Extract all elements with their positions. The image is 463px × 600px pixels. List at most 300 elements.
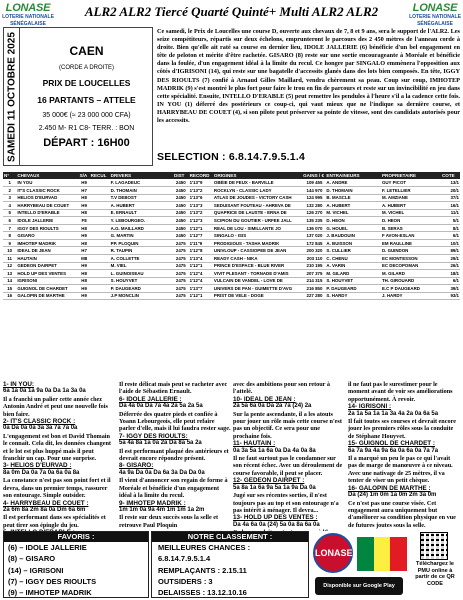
table-cell (90, 247, 110, 255)
table-cell: 13 (3, 270, 16, 278)
table-cell: 1'12"7 (189, 232, 213, 240)
table-cell: IMHOTEP MADRIK (16, 239, 78, 247)
horse-heading: 15- GUIGNOL DE CHARDET : (348, 440, 435, 448)
table-cell: J.P MONCLIN (110, 292, 173, 300)
table-cell: 2475 (173, 270, 189, 278)
race-city: CAEN (69, 44, 104, 58)
horse-comment: Il est performant dans ses spécialités et peut tirer son épingle du jeu. (3, 514, 106, 529)
table-cell: 135 235 (302, 217, 325, 225)
table-cell: 2450 (173, 202, 189, 210)
table-cell: F. LETELLIER (381, 187, 441, 195)
table-header-cell: ENTRAINEURS (325, 172, 381, 179)
table-cell: 9 (3, 239, 16, 247)
table-header-cell: GAINS / € (303, 173, 325, 178)
table-cell (90, 270, 110, 278)
table-header-cell: RECORD (189, 172, 213, 179)
table-cell: IDOLE JALLERIE (16, 217, 78, 225)
table-cell: 37/1 (441, 194, 460, 202)
table-cell: 20/1 (441, 187, 460, 195)
table-cell: EC DECOPOMAN (381, 262, 441, 270)
horse-analysis (3, 381, 460, 531)
table-cell: 1'13"7 (189, 285, 213, 293)
table-cell: B. SERAS (381, 224, 441, 232)
senegal-flag-icon (357, 537, 407, 571)
table-cell: UNIVERS DE PAN - GUIMETTE D'AVG (213, 285, 302, 293)
table-cell (90, 277, 110, 285)
table-cell: 1'13"4 (189, 254, 213, 262)
table-cell: 144 970 (302, 187, 325, 195)
race-depart: DÉPART : 16H00 (43, 137, 130, 149)
race-commentary: Ce samedi, le Prix de Loucelles une course D, ouverte aux chevaux de 7, 8 et 9 ans, sera le support de l'ALR2. Les seize compétiteurs, répartis sur deux échelons, emprunteront le parcours des 2 450 mètres de l'anneau corde à droite. Bien qu'elle ait raté sa course en dernier lieu, IDOLE JALLERIE (6) bénéficie d'un bel engagement en tête de peloton et mérite d'être rachetée. GISARO (8) reste sur une sortie encourageante à Moréale et bénéficie dans la foulée, d'un engagement idéal à la limite du recul. Ce hongre par SINGALO emmènera l'opposition aux côtés d'IGRISONI (14), qui reste sur une bagatelle d'accessits glanés dans des lots bien composés. En tête, IGGY DES RIOULTS (7) confié à Arnaud Gilles Maillard, vendra chèrement sa peau. Coup sur coup, IMHOTEP MADRIK (9) s'est montré le plus fort pour faire le trou en fin de parcours et reste sur un invincibilité en jeu dans cette spécialité. Ensuite, INTELLO D'ERABLE (5) peut remettre les pendules à l'heure s'il a la cadence cette fois. IN YOU (1) déferré des postérieurs ce coup-ci, qui vaut mieux que ne l'indique sa dernière course, et HARRYBEAU DE COUET (4), si son pilote peut préserver sa pointe de vitesse, sont des candidats autorisés pour les accessits. (157, 28, 460, 125)
horse-heading: 4- HARRYBEAU DE COUET : (3, 499, 89, 507)
horse-comment: L'engagement est bon et David Thomain le connaît. Cela dit, les données changent et le lot est plus huppé mais il peut franchir un cap. Pour une surprise. (3, 432, 111, 463)
table-cell: OBÉIE DE FEUX - BARVILLE (213, 179, 302, 187)
table-cell (90, 194, 110, 202)
table-row (3, 209, 460, 217)
table-row (3, 292, 460, 300)
table-cell: L. GUINOISEAU (110, 270, 173, 278)
table-cell: 93/1 (441, 292, 460, 300)
table-cell: 5 (3, 209, 16, 217)
table-header-cell: N° (3, 172, 16, 179)
table-cell: PRODIGIOUS - TASHA MADRIK (213, 239, 302, 247)
horse-comment: Il fait toutes ses courses et devrait encore jouer les premiers rôles sous la conduite de Stéphane Houyvet. (348, 418, 456, 440)
table-cell: H9 (79, 292, 90, 300)
table-cell: 2475 (173, 277, 189, 285)
table-cell: PRINCE D'ESPACE - BLUE RIVER (213, 262, 302, 270)
table-cell: H8 (79, 270, 90, 278)
table-cell: 18/1 (441, 270, 460, 278)
table-cell: M. AMZIANE (381, 194, 441, 202)
table-cell: Y. LEBOURGEO. (110, 217, 173, 225)
table-cell: 39/1 (441, 285, 460, 293)
table-cell: 1'13"6 (189, 194, 213, 202)
table-cell: G. HOUEL (325, 224, 381, 232)
table-cell: GUY PICOT (381, 179, 441, 187)
horse-comment: Il ne faut surtout pas le condamner sur son récent échec. Avec un déroulement de course favorable, il peut se placer. (233, 455, 343, 477)
table-cell: 26/1 (441, 262, 460, 270)
table-cell: 2450 (173, 194, 189, 202)
horse-heading: 7- IGGY DES RIOULTS: (119, 432, 188, 440)
table-cell: E.C P DAUGEARD (381, 285, 441, 293)
table-cell: GALOPIN DE MARTHE (16, 292, 78, 300)
horse-performances: 2a 6m 8a 2m 8a 0a Dm 6a 6m (3, 506, 86, 513)
qr-code-icon[interactable] (420, 532, 448, 560)
table-cell: H8 (79, 277, 90, 285)
lonase-badge-icon: LONASE (313, 533, 353, 573)
table-row (3, 262, 460, 270)
table-cell: READY CASH - NIKA (213, 254, 302, 262)
table-cell: SCIPION DU GOUTIER - URFEE JALL (213, 217, 302, 225)
table-cell: 89/1 (441, 247, 460, 255)
table-cell: F. LAGADEUC (110, 179, 173, 187)
table-header-row (3, 172, 460, 179)
table-cell: 109 455 (302, 179, 325, 187)
table-cell: IN YOU (16, 179, 78, 187)
table-cell: H9 (79, 202, 90, 210)
favori-item: (14) – IGRISONI (8, 565, 64, 575)
horse-performances: 6a 7a 9a 4a 9a 6a 0a 6a 0a 7a 7a (348, 447, 439, 454)
table-cell: 4 (3, 202, 16, 210)
table-cell: H8 (79, 224, 90, 232)
horse-heading: 12- GEDEON DAIRPET : (233, 477, 305, 485)
table-cell: 2 (3, 187, 16, 195)
table-cell: 216 850 (302, 285, 325, 293)
table-cell: A. COLLETTE (110, 254, 173, 262)
table-cell (90, 224, 110, 232)
race-date: SAMEDI 11 OCTOBRE 2025 (6, 31, 17, 162)
table-cell: 207 375 (302, 270, 325, 278)
table-cell: 1 (3, 179, 16, 187)
table-cell: 13/1 (441, 179, 460, 187)
favoris-title: FAVORIS : (4, 532, 148, 542)
table-cell: A. ANDRE (325, 179, 381, 187)
table-cell: D. THOMAIN (110, 187, 173, 195)
table-cell: 1'12"1 (189, 292, 213, 300)
classement-item: DELAISSES : 13.12.10.16 (158, 588, 247, 598)
table-cell: 214 315 (302, 277, 325, 285)
table-cell: 7 (3, 224, 16, 232)
horse-comment: Il reste sur deux succès sous la selle et retrouve Paul Ploquin (119, 514, 219, 529)
lonase-logo-right: LONASE LOTERIE NATIONALE SÉNÉGALAISE (409, 2, 461, 27)
horse-comment: Il est performant plaqué des antérieurs et devrait encore répondre présent. (119, 447, 229, 463)
analysis-column-2 (119, 381, 231, 531)
table-cell: 136 070 (302, 224, 325, 232)
horse-heading: 16- GALOPIN DE MARTHE : (348, 484, 431, 492)
table-cell: 6/1 (441, 232, 460, 240)
table-cell (90, 285, 110, 293)
table-cell: 3 (3, 194, 16, 202)
table-cell: HOLD UP DES VENTES (16, 270, 78, 278)
table-cell: R. TAUPIN (110, 247, 173, 255)
horse-heading: 10- IDEAL DE JEAN : (233, 395, 296, 403)
table-cell: M. VICHEL (325, 209, 381, 217)
table-header-cell: S/A (79, 172, 90, 179)
horse-performances: Da 4a 6a 0a (24) 5a 0a 8a 6a 0a (233, 521, 320, 528)
horse-performances: 8a 0m Da 0a 7a 0a 6a 0a 8a (3, 469, 80, 476)
horse-comment: il ne faut pas le surestimer pour le moment avant de voir ses améliorations opportunément. À revoir. (348, 381, 453, 403)
table-row (3, 270, 460, 278)
table-cell: VIVIT PLESANT - TORNADE D'AMIS (213, 270, 302, 278)
table-header-cell: ORIGINES (213, 172, 302, 179)
table-cell: A. HUBERT (325, 202, 381, 210)
table-cell: 210 195 (302, 262, 325, 270)
race-terrain: 2.450 M- R1 C8- TERR. : BON (38, 125, 135, 132)
table-cell: 126 270 (302, 209, 325, 217)
table-cell: 1'12"3 (189, 217, 213, 225)
classement-item: REMPLAÇANTS : 2.15.11 (158, 565, 247, 575)
horse-heading: 3- HELIOS D'EURVAD : (3, 462, 72, 470)
table-cell: ROCKLYN - CLASSIC LADY (213, 187, 302, 195)
table-cell: C. CHENU (325, 254, 381, 262)
analysis-column-4 (348, 381, 460, 531)
analysis-column-1 (3, 381, 115, 531)
table-cell: 1'13"3 (189, 202, 213, 210)
table-header-cell: COTE (441, 172, 460, 179)
table-cell: J. BAUDOUIN (325, 232, 381, 240)
race-prix: PRIX DE LOUCELLES (42, 78, 131, 88)
table-header-cell: PROPRIETAIRE (381, 172, 441, 179)
table-row (3, 247, 460, 255)
table-cell (90, 232, 110, 240)
table-cell: S. HARDY (325, 292, 381, 300)
table-cell: G. MARTIN (110, 232, 173, 240)
horse-comment: La constance n'est pas son point fort et il devra, dans un premier temps, rassurer son entourage. Simple outsider. (3, 477, 111, 500)
table-cell: H9 (79, 262, 90, 270)
table-cell: 29/1 (441, 254, 460, 262)
table-row (3, 285, 460, 293)
horse-comment: Jugé sur ses récentes sorties, il n'est toujours pas au top et son entourage n'a pas intérêt à ménager. Il devra... (233, 492, 339, 514)
table-cell: IGRISONI (16, 277, 78, 285)
horse-comment: Il a marqué un peu le pas ce qui l'avait pas de marge de manœuvre à ce niveau. Avec une nativage de 25 mètres, il va tenter de viser un petit chèque. (348, 455, 453, 485)
horse-performances: 0a Da 0a 0a 3a 3a 7a 7a 0a (3, 425, 78, 432)
table-row (3, 179, 460, 187)
horse-comment: Ce n'est pas une course visée. Cet engagement aura uniquement but d'améliorer sa condition physique en vue de futures joutes sous la selle. (348, 499, 456, 529)
horse-comment: avec des ambitions pour son retour à l'attelé. (233, 381, 330, 396)
table-cell: HAUTAIN (16, 254, 78, 262)
table-cell: A.G. MAILLARD (110, 224, 173, 232)
table-row (3, 224, 460, 232)
race-details (21, 28, 152, 165)
table-cell: 15 (3, 285, 16, 293)
table-cell: 124 995 (302, 194, 325, 202)
table-cell: EC MONTESSON (381, 254, 441, 262)
table-cell: SEDUISANT FOUTEAU - AHREVA DE (213, 202, 302, 210)
table-cell: PP. PLOQUIN (110, 239, 173, 247)
table-cell: D. HEON (325, 217, 381, 225)
table-cell: 1'12"1 (189, 224, 213, 232)
table-cell: S. HOUYVET (325, 277, 381, 285)
table-cell: D. GUINDON (381, 247, 441, 255)
horse-performances: Da (24) 1m 0m 1a 0m 2m 3a 0m (348, 492, 437, 499)
horse-performances: 5a 4a 8a 1a 0a 2a Da 8a 5a 2a (119, 440, 202, 447)
table-row (3, 217, 460, 225)
table-cell: 2475 (173, 254, 189, 262)
selection: SELECTION : 6.8.14.7.9.5.1.4 (157, 151, 305, 163)
table-cell: IGGY DES RIOULTS (16, 224, 78, 232)
table-cell: H7 (79, 187, 90, 195)
table-row (3, 239, 460, 247)
table-cell (90, 262, 110, 270)
horse-performances: 6a 1a 0a 1a 9a 0a Da 1a 3a 0a (3, 388, 86, 395)
horse-performances: Da 4a 0a Da 7a 4a 2a 5a 2a 5a (119, 403, 203, 410)
horse-performances: 2a 5a 6a 0a Da 2a 7a (24) 2a (233, 403, 312, 410)
race-corde: (CORDE A DROITE) (58, 65, 114, 71)
table-cell: H7 (79, 247, 90, 255)
table-cell: M8 (79, 254, 90, 262)
analysis-column-3 (233, 381, 345, 531)
favori-item: (6) – IDOLE JALLERIE (8, 543, 87, 552)
table-cell: TH. GIROUARD (381, 277, 441, 285)
promo-area (311, 531, 409, 598)
horse-heading: 9- IMHOTEP MADRIK : (119, 499, 186, 507)
table-cell: 2450 (173, 209, 189, 217)
table-cell: 1'13"2 (189, 209, 213, 217)
horse-comment: Sur la pente ascendante, il a les atouts pour jouer un rôle mais cette course n'est pas un objectif. Ce sera pour une prochaine fois. (233, 410, 342, 440)
table-cell: 2475 (173, 292, 189, 300)
table-cell: H9 (79, 285, 90, 293)
table-cell: UNIVLOUP - CASSIOPEE DE JEAN (213, 247, 302, 255)
horse-comment: Il vient d'annoncer son regain de forme à Moréale et bénéficie d'un engagement idéal à la limite du recul. (119, 477, 228, 500)
table-cell (90, 239, 110, 247)
page-header (0, 0, 463, 26)
table-cell: H9 (79, 179, 90, 187)
table-cell: M. VIEL (110, 262, 173, 270)
table-cell: 2475 (173, 262, 189, 270)
table-cell: S. HOUYVET (110, 277, 173, 285)
table-cell: 14 (3, 277, 16, 285)
table-cell: 5/1 (441, 217, 460, 225)
horses-table (3, 172, 460, 300)
table-cell: 1'11"9 (189, 239, 213, 247)
horse-performances: 0a 3a 5a 1a 6a 0a Da 4a 0a 8a (233, 447, 316, 454)
race-info-box (3, 27, 153, 166)
table-cell: EM RAULLINE (381, 239, 441, 247)
qr-code-label: Téléchargez le PMU online à partir de ce QR CODE (415, 561, 455, 587)
table-cell: 1'12"4 (189, 270, 213, 278)
table-cell: 203 110 (302, 254, 325, 262)
table-cell: E. ERNAULT (110, 209, 173, 217)
favori-item: (8) – GISARO (8, 554, 56, 564)
table-cell: 6 (3, 217, 16, 225)
table-cell (90, 292, 110, 300)
table-cell: 200 320 (302, 247, 325, 255)
table-cell: QUAPRICE DE LAUSTE - ERNA DE (213, 209, 302, 217)
table-cell: 6/1 (441, 277, 460, 285)
table-cell: 8/1 (441, 224, 460, 232)
table-cell: A. VARIN (325, 262, 381, 270)
horse-performances: 2a 1a 5a 1a 1a 3a 4a 2a 0a 6a 5a (348, 410, 439, 417)
table-cell: A. HUBERT (381, 202, 441, 210)
table-cell: REAL DE LOU - SIMILLANTE JO (213, 224, 302, 232)
table-cell: SINGALO - ISIS (213, 232, 302, 240)
lonase-logo-left: LONASE LOTERIE NATIONALE SÉNÉGALAISE (2, 2, 54, 27)
table-cell: 11/1 (441, 209, 460, 217)
table-row (3, 187, 460, 195)
table-cell: 2475 (173, 247, 189, 255)
table-cell: 10 (3, 247, 16, 255)
table-cell: GEDEON DAIRPET (16, 262, 78, 270)
table-cell: 8 (3, 232, 16, 240)
table-cell: P. DAUGEARD (110, 285, 173, 293)
table-cell: A. HUBERT (110, 202, 173, 210)
horse-heading: 13- HOLD UP DES VENTES : (233, 514, 318, 522)
table-cell: VULCAIN DE VANDEL - LOVE DE (213, 277, 302, 285)
classement-item: 6.8.14.7.9.5.1.4 (158, 554, 211, 564)
favoris-box (3, 531, 149, 598)
favori-item: (9) – IMHOTEP MADRIK (8, 588, 92, 598)
table-cell: 1'12"8 (189, 247, 213, 255)
google-play-button[interactable]: Disponible sur Google Play (315, 577, 403, 595)
table-cell: 16 (3, 292, 16, 300)
race-date-band (4, 28, 20, 165)
table-cell: P. DAUGEARD (325, 285, 381, 293)
table-cell: D. HEON (381, 217, 441, 225)
classement-item: OUTSIDERS : 3 (158, 576, 213, 586)
table-cell: B. MASCLE (325, 194, 381, 202)
favori-item: (7) – IGGY DES RIOULTS (8, 576, 97, 586)
table-cell: ATLAS DE JOUDES - VICTORY CASH (213, 194, 302, 202)
horse-heading: 14- IGRISONI : (348, 403, 392, 411)
table-cell: 1'12"1 (189, 262, 213, 270)
table-cell: J. HARDY (381, 292, 441, 300)
table-cell: M. GILARD (381, 270, 441, 278)
table-cell: 2450 (173, 232, 189, 240)
horse-heading: 8- GISARO: (119, 462, 154, 470)
horse-comment: Déferrée des quatre pieds et confiée à Yoann Lebourgeois, elle peut refaire parler d'elle, mais il lui faudra rester sage. (119, 410, 231, 433)
table-cell: 2450 (173, 224, 189, 232)
table-cell: S. CULLIER (325, 247, 381, 255)
table-cell: HELIOS D'EURVAD (16, 194, 78, 202)
table-cell: T.V DEBOST (110, 194, 173, 202)
table-cell (90, 254, 110, 262)
table-row (3, 277, 460, 285)
table-cell: M. VICHEL (381, 209, 441, 217)
table-cell: A. BUISSON (325, 239, 381, 247)
table-cell: GUIGNOL DE CHARDET (16, 285, 78, 293)
table-cell (90, 187, 110, 195)
table-row (3, 232, 460, 240)
table-header-cell: CHEVAUX (16, 172, 78, 179)
table-cell (90, 209, 110, 217)
horse-heading: 1- IN YOU: (3, 381, 35, 388)
table-cell: 2450 (173, 187, 189, 195)
horse-comment: Il a franchi un palier cette année chez Antonin André et peut une nouvelle fois bien faire. (3, 395, 108, 418)
table-header-cell: RECUL (90, 172, 110, 179)
table-cell: GISARO (16, 232, 78, 240)
table-cell: F AVON-ESLAN (381, 232, 441, 240)
table-cell (90, 202, 110, 210)
table-row (3, 202, 460, 210)
table-cell: H8 (79, 209, 90, 217)
table-cell: 2475 (173, 285, 189, 293)
table-row (3, 254, 460, 262)
table-cell: 227 280 (302, 292, 325, 300)
horse-heading: 2- IT'S CLASSIC ROCK : (3, 418, 76, 426)
horse-comment: Il reste délicat mais peut se racheter avec l'aide de Sébastien Ernault. (119, 381, 228, 396)
table-cell: 137 020 (302, 232, 325, 240)
race-prize: 35 000€ (≈ 23 000 000 CFA) (42, 112, 131, 119)
table-cell: IDEAL DE JEAN (16, 247, 78, 255)
race-partants: 16 PARTANTS – ATTELE (37, 95, 136, 105)
table-header-cell: DRIVERS (110, 172, 173, 179)
table-cell: H8 (79, 194, 90, 202)
table-cell: INTELLO D'ERABLE (16, 209, 78, 217)
table-cell: HARRYBEAU DE COUET (16, 202, 78, 210)
classement-title: NOTRE CLASSEMENT : (152, 532, 308, 542)
table-cell: 172 845 (302, 239, 325, 247)
table-cell: 10/1 (441, 239, 460, 247)
table-cell: 11 (3, 254, 16, 262)
table-cell: 1'13"2 (189, 187, 213, 195)
table-cell: D. THOMAIN (325, 187, 381, 195)
table-cell: PRIST DE VELE - DOGE (213, 292, 302, 300)
horse-performances: 1m 1m 0a 9a 4m 1m 1m 1a 2m (119, 506, 205, 513)
table-cell: 1'12"4 (189, 277, 213, 285)
table-cell: 2475 (173, 239, 189, 247)
horse-performances: 4a 9a Da 0a Da 6a 3a Da Da 0a (119, 469, 205, 476)
horse-heading: 6- IDOLE JALLERIE : (119, 395, 182, 403)
classement-item: MEILLEURES CHANCES : (158, 543, 251, 552)
table-cell: M. GILARD (325, 270, 381, 278)
table-cell: H8 (79, 239, 90, 247)
horse-performances: 5a 8a 1a 6a 9a 5a 1a 9a Da 0a (233, 484, 316, 491)
table-cell: 2450 (173, 217, 189, 225)
table-row (3, 194, 460, 202)
page-title: ALR2 ALR2 Tiercé Quarté Quinté+ Multi ALR2 ALR2 (84, 4, 379, 19)
table-cell: 2450 (173, 179, 189, 187)
table-cell: H9 (79, 232, 90, 240)
